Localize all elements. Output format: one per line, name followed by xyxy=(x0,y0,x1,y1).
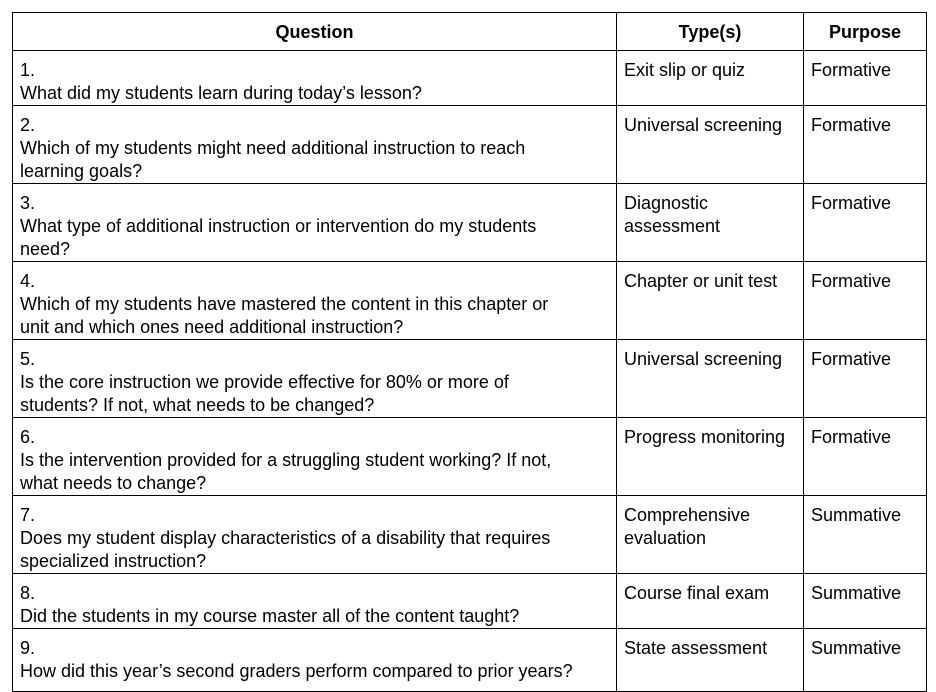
type-cell: Diagnostic assessment xyxy=(617,184,804,262)
table-row xyxy=(13,496,927,574)
type-cell: State assessment xyxy=(617,629,804,692)
type-cell: Chapter or unit test xyxy=(617,262,804,340)
question-cell xyxy=(13,496,617,574)
type-cell: Universal screening xyxy=(617,340,804,418)
purpose-cell: Formative xyxy=(804,51,927,106)
purpose-cell: Formative xyxy=(804,418,927,496)
purpose-cell: Formative xyxy=(804,340,927,418)
type-cell: Course final exam xyxy=(617,574,804,629)
table-row xyxy=(13,340,927,418)
row-number: 8. xyxy=(20,583,36,603)
row-number: 3. xyxy=(20,193,36,213)
type-cell: Progress monitoring xyxy=(617,418,804,496)
type-cell: Comprehensive evaluation xyxy=(617,496,804,574)
question-text: Is the core instruction we provide effective for 80% or more of students? If not, what needs to be changed? xyxy=(20,372,509,415)
header-types: Type(s) xyxy=(617,13,804,51)
purpose-cell: Summative xyxy=(804,574,927,629)
question-text: Did the students in my course master all of the content taught? xyxy=(20,606,520,626)
type-cell: Exit slip or quiz xyxy=(617,51,804,106)
header-question: Question xyxy=(13,13,617,51)
row-number: 7. xyxy=(20,505,36,525)
purpose-cell: Formative xyxy=(804,262,927,340)
question-text: What did my students learn during today’s lesson? xyxy=(20,83,422,103)
row-number: 5. xyxy=(20,349,36,369)
table-row xyxy=(13,262,927,340)
table-row xyxy=(13,629,927,692)
question-cell xyxy=(13,340,617,418)
question-cell xyxy=(13,106,617,184)
question-cell xyxy=(13,418,617,496)
question-text: Which of my students might need additional instruction to reach learning goals? xyxy=(20,138,526,181)
type-cell: Universal screening xyxy=(617,106,804,184)
purpose-cell: Summative xyxy=(804,629,927,692)
question-text: How did this year’s second graders perform compared to prior years? xyxy=(20,661,573,681)
question-cell xyxy=(13,51,617,106)
question-text: Does my student display characteristics of a disability that requires specialized instruction? xyxy=(20,528,551,571)
row-number: 1. xyxy=(20,60,36,80)
row-number: 9. xyxy=(20,638,36,658)
header-purpose: Purpose xyxy=(804,13,927,51)
purpose-cell: Formative xyxy=(804,106,927,184)
question-text: Which of my students have mastered the content in this chapter or unit and which ones need additional instruction? xyxy=(20,294,549,337)
table-row xyxy=(13,51,927,106)
row-number: 6. xyxy=(20,427,36,447)
question-cell xyxy=(13,184,617,262)
table-row xyxy=(13,106,927,184)
table-row xyxy=(13,184,927,262)
table-row xyxy=(13,574,927,629)
row-number: 4. xyxy=(20,271,36,291)
question-cell xyxy=(13,574,617,629)
question-text: Is the intervention provided for a struggling student working? If not, what needs to change? xyxy=(20,450,552,493)
question-cell xyxy=(13,262,617,340)
table-row xyxy=(13,418,927,496)
header-row xyxy=(13,13,927,51)
question-cell xyxy=(13,629,617,692)
purpose-cell: Formative xyxy=(804,184,927,262)
assessment-questions-table xyxy=(12,12,927,692)
row-number: 2. xyxy=(20,115,36,135)
purpose-cell: Summative xyxy=(804,496,927,574)
question-text: What type of additional instruction or intervention do my students need? xyxy=(20,216,537,259)
